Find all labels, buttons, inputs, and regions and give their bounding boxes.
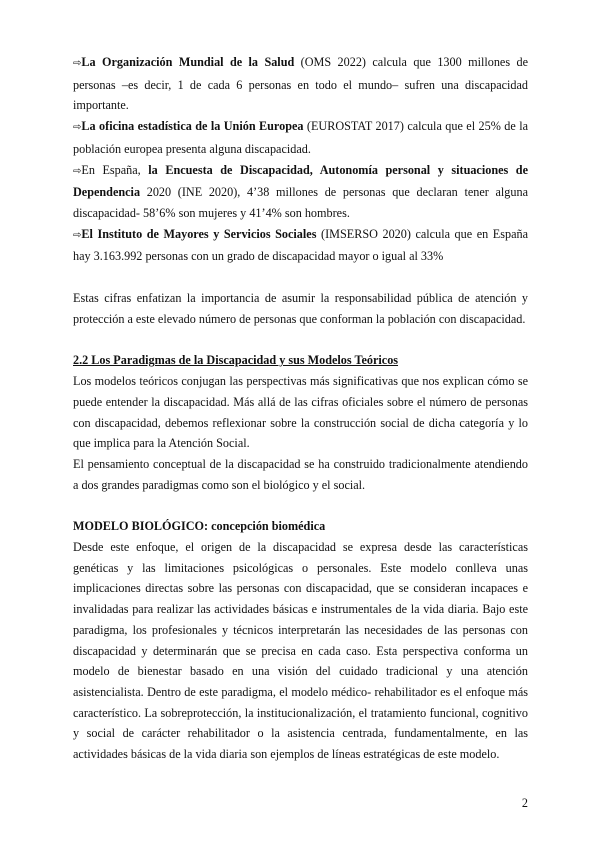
arrow-icon: ⇨	[73, 229, 82, 241]
summary-paragraph: Estas cifras enfatizan la importancia de asumir la responsabilidad pública de atención y protección a este elevado número de personas que conforman la población con discapacidad.	[73, 291, 528, 326]
stat-source: El Instituto de Mayores y Servicios Sociales	[81, 226, 317, 241]
section-paragraph: Los modelos teóricos conjugan las perspectivas más significativas que nos explican cómo se puede entender la discapacidad. Más allá de las cifras oficiales sobre el número de personas con discapacidad, debemos reflexionar sobre la construcción social de dicha categoría y lo que implica para la Atención Social.	[73, 374, 528, 451]
stat-who: ⇨La Organización Mundial de la Salud (OMS 2022) calcula que 1300 millones de personas –es decir, 1 de cada 6 personas en todo el mundo– sufren una discapacidad importante.	[73, 55, 528, 113]
section-heading: 2.2 Los Paradigmas de la Discapacidad y sus Modelos Teóricos	[73, 353, 399, 368]
arrow-icon: ⇨	[73, 122, 82, 134]
section-paragraph: El pensamiento conceptual de la discapacidad se ha construido tradicionalmente atendiendo a dos grandes paradigmas como son el biológico y el social.	[73, 456, 528, 492]
spacer	[73, 495, 528, 516]
stat-imserso: ⇨El Instituto de Mayores y Servicios Sociales (IMSERSO 2020) calcula que en España hay 3.163.992 personas con un grado de discapacidad mayor o igual al 33%	[73, 226, 528, 264]
model-paragraph: Desde este enfoque, el origen de la discapacidad se expresa desde las características genéticas y las limitaciones psicológicas o personales. Este modelo conlleva unas implicaciones directas sobre las personas con discapacidad, que se consideran incapaces e invalidadas para realizar las actividades básicas e instrumentales de la vida diaria. Bajo este paradigma, los profesionales y técnicos interpretarán las necesidades de las personas con discapacidad y determinarán que se precisa en cada caso. Esta perspectiva conforma un modelo de bienestar basado en una visión del cuidado tradicional y una atención asistencialista. Dentro de este paradigma, el modelo médico- rehabilitador es el enfoque más característico. La sobreprotección, la institucionalización, el tratamiento funcional, cognitivo y social de carácter rehabilitador o la asistencia centrada, fundamentalmente, en las actividades básicas de la vida diaria son ejemplos de líneas estratégicas de este modelo.	[73, 540, 528, 762]
page-number: 2	[521, 796, 528, 810]
arrow-icon: ⇨	[73, 165, 82, 177]
arrow-icon: ⇨	[73, 58, 82, 69]
page-content	[73, 52, 528, 765]
spacer	[73, 329, 528, 350]
model-heading: MODELO BIOLÓGICO: concepción biomédica	[73, 519, 326, 534]
stat-source: La oficina estadística de la Unión Europea	[81, 119, 304, 134]
stat-eurostat: ⇨La oficina estadística de la Unión Europea (EUROSTAT 2017) calcula que el 25% de la población europea presenta alguna discapacidad.	[73, 119, 528, 156]
spacer	[73, 267, 528, 288]
stat-source: La Organización Mundial de la Salud	[81, 55, 295, 69]
stat-ine: ⇨En España, la Encuesta de Discapacidad, Autonomía personal y situaciones de Dependencia 2020 (INE 2020), 4’38 millones de personas que declaran tener alguna discapacidad- 58’6% son mujeres y 41’4% son hombres.	[73, 162, 528, 220]
stat-source: la Encuesta de Discapacidad, Autonomía personal y situaciones de Dependencia	[73, 162, 528, 200]
